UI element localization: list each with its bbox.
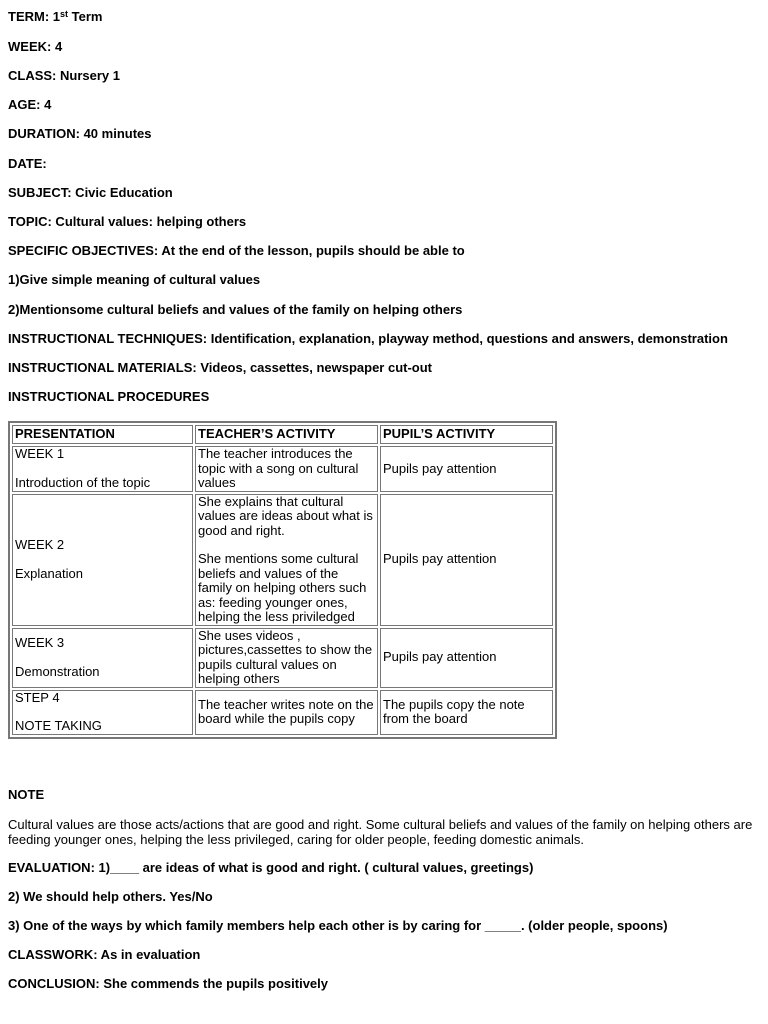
header-teacher-activity: TEACHER’S ACTIVITY	[195, 425, 378, 444]
teacher-activity-cell	[195, 690, 378, 735]
teacher-activity-text: She uses videos , pictures,cassettes to show the pupils cultural values on helping others	[198, 627, 373, 686]
topic-line: TOPIC: Cultural values: helping others	[8, 214, 247, 229]
procedures-table	[8, 421, 557, 739]
table-row	[12, 494, 553, 626]
teacher-activity-text: She explains that cultural values are ideas about what is good and right.	[198, 493, 373, 538]
header-pupil-activity: PUPIL’S ACTIVITY	[380, 425, 553, 444]
age-line: AGE: 4	[8, 97, 52, 112]
step-cell	[12, 494, 193, 626]
term-line: TERM: 1st Term	[8, 9, 103, 24]
week-line: WEEK: 4	[8, 39, 63, 54]
evaluation-question-2: 2) We should help others. Yes/No	[8, 889, 213, 904]
teacher-activity-text: The teacher introduces the topic with a song on cultural values	[198, 446, 359, 490]
pupil-activity-cell: Pupils pay attention	[380, 494, 553, 626]
table-row	[12, 690, 553, 735]
step-cell	[12, 628, 193, 688]
duration-line: DURATION: 40 minutes	[8, 126, 152, 141]
step-cell	[12, 446, 193, 492]
teacher-activity-text: The teacher writes note on the board while the pupils copy	[198, 696, 374, 726]
step-description: Explanation	[15, 565, 83, 581]
step-label: WEEK 2	[15, 537, 65, 552]
term-superscript: st	[60, 9, 69, 19]
date-line: DATE:	[8, 156, 47, 171]
step-label: WEEK 3	[15, 635, 65, 650]
step-cell	[12, 690, 193, 735]
evaluation-question-3: 3) One of the ways by which family members help each other is by caring for _____. (older people, spoons)	[8, 918, 668, 933]
step-description: NOTE TAKING	[15, 718, 102, 733]
header-presentation: PRESENTATION	[12, 425, 193, 444]
teacher-activity-text: She mentions some cultural beliefs and values of the family on helping others such as: feeding younger ones, helping the less priviledged	[198, 551, 367, 624]
procedures-heading: INSTRUCTIONAL PROCEDURES	[8, 389, 210, 404]
table-header-row	[12, 425, 553, 444]
pupil-activity-cell: Pupils pay attention	[380, 628, 553, 688]
objectives-line: SPECIFIC OBJECTIVES: At the end of the lesson, pupils should be able to	[8, 243, 465, 258]
objective-1: 1)Give simple meaning of cultural values	[8, 272, 261, 287]
step-label: WEEK 1	[15, 446, 65, 461]
teacher-activity-cell	[195, 628, 378, 688]
classwork-line: CLASSWORK: As in evaluation	[8, 947, 201, 962]
step-description: Demonstration	[15, 663, 100, 679]
conclusion-line: CONCLUSION: She commends the pupils positively	[8, 976, 328, 991]
subject-line: SUBJECT: Civic Education	[8, 185, 173, 200]
table-row	[12, 446, 553, 492]
note-text: Cultural values are those acts/actions that are good and right. Some cultural beliefs and values of the family on helping others are feeding younger ones, helping the less privileged, caring for older people, feeding domestic animals.	[8, 817, 753, 847]
step-description: Introduction of the topic	[15, 474, 151, 490]
evaluation-line: EVALUATION: 1)____ are ideas of what is good and right. ( cultural values, greetings)	[8, 860, 534, 875]
objective-2: 2)Mentionsome cultural beliefs and values of the family on helping others	[8, 302, 463, 317]
teacher-activity-cell	[195, 494, 378, 626]
pupil-activity-cell: Pupils pay attention	[380, 446, 553, 492]
teacher-activity-cell	[195, 446, 378, 492]
table-row	[12, 628, 553, 688]
materials-line: INSTRUCTIONAL MATERIALS: Videos, cassettes, newspaper cut-out	[8, 360, 433, 375]
class-line: CLASS: Nursery 1	[8, 68, 120, 83]
note-heading: NOTE	[8, 787, 45, 802]
pupil-activity-cell: The pupils copy the note from the board	[380, 690, 553, 735]
step-label: STEP 4	[15, 689, 60, 705]
techniques-line: INSTRUCTIONAL TECHNIQUES: Identification, explanation, playway method, questions and answers, demonstration	[8, 331, 728, 346]
